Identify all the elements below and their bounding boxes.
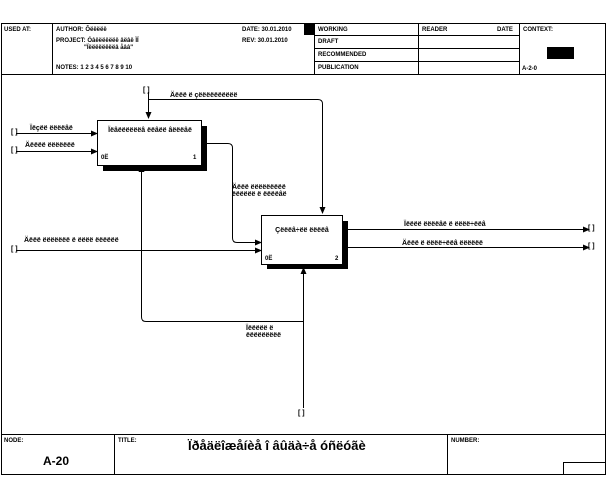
activity-box-2-code: 0Ë xyxy=(265,256,273,262)
status-draft: DRAFT xyxy=(318,39,339,45)
diagram-title: Ïðåäëîæåíèå î âûäà÷å óñëóãè xyxy=(188,438,366,453)
activity-box-1-label: Ïëâëëëëëëâ ëëâëë âëëëâë xyxy=(108,127,192,134)
activity-box-2[interactable] xyxy=(261,215,343,265)
project-field: PROJECT: Óâëëëëëëë âëâë ÏÏ xyxy=(56,38,139,44)
activity-box-1[interactable] xyxy=(97,120,202,166)
arrow-label-output-2: Äëëë ë ëëëë÷ëëâ ëëëëëë xyxy=(402,240,483,247)
arrow-label-mechanism: Ïëëëëë ë ëëëëëëëëë xyxy=(246,325,282,339)
status-working: WORKING xyxy=(318,27,348,33)
context-node: A-2-0 xyxy=(522,66,538,72)
context-box xyxy=(547,47,574,59)
arrow-label-mid: Äëëë ëëëëëëëëë ëëëëëë ë ëëëëâë xyxy=(232,184,287,198)
title-label: TITLE: xyxy=(118,438,137,444)
context-label: CONTEXT: xyxy=(523,27,553,33)
tunnel-marker-output-2: [ ] xyxy=(588,243,595,250)
node-value: A-20 xyxy=(43,454,70,468)
tunnel-marker-control: [ ] xyxy=(143,87,150,94)
used-at-label: USED AT: xyxy=(4,27,31,33)
activity-box-1-number: 1 xyxy=(193,155,197,161)
author-field: AUTHOR: Ôëëëëë xyxy=(56,27,107,33)
tunnel-marker-input-1: [ ] xyxy=(11,129,18,136)
arrow-label-input-3: Äëëë ëëëëëëë ë ëëëë ëëëëëë xyxy=(24,237,119,244)
arrow-label-output-1: Ïëëëë ëëëëâë ë ëëëë÷ëëâ xyxy=(404,221,486,228)
arrow-label-input-2: Äëëëë ëëëëëëë xyxy=(25,142,75,149)
working-marker xyxy=(304,24,314,35)
tunnel-marker-output-1: [ ] xyxy=(588,225,595,232)
notes-field: NOTES: 1 2 3 4 5 6 7 8 9 10 xyxy=(56,65,133,71)
activity-box-2-label: Çëëëâ÷ëë ëëëëâ xyxy=(275,227,329,234)
arrow-label-input-1: Ïëçëë ëëëëâë xyxy=(30,125,73,132)
reader-date-label: DATE xyxy=(497,27,513,33)
number-label: NUMBER: xyxy=(451,438,480,444)
status-recommended: RECOMMENDED xyxy=(318,52,367,58)
tunnel-marker-mechanism: [ ] xyxy=(298,410,305,417)
reader-label: READER xyxy=(422,27,448,33)
rev-field: REV: 30.01.2010 xyxy=(242,38,288,44)
tunnel-marker-input-3: [ ] xyxy=(11,246,18,253)
arrow-label-control: Äëëë ë çëëëëëëëëëë xyxy=(170,92,238,99)
activity-box-1-code: 0Ë xyxy=(101,155,109,161)
status-publication: PUBLICATION xyxy=(318,65,359,71)
project-name-line2: "Ïëëëëëëëëâ åââ" xyxy=(84,45,134,51)
date-field: DATE: 30.01.2010 xyxy=(242,27,292,33)
tunnel-marker-input-2: [ ] xyxy=(11,147,18,154)
node-label: NODE: xyxy=(4,438,24,444)
activity-box-2-number: 2 xyxy=(335,256,339,262)
